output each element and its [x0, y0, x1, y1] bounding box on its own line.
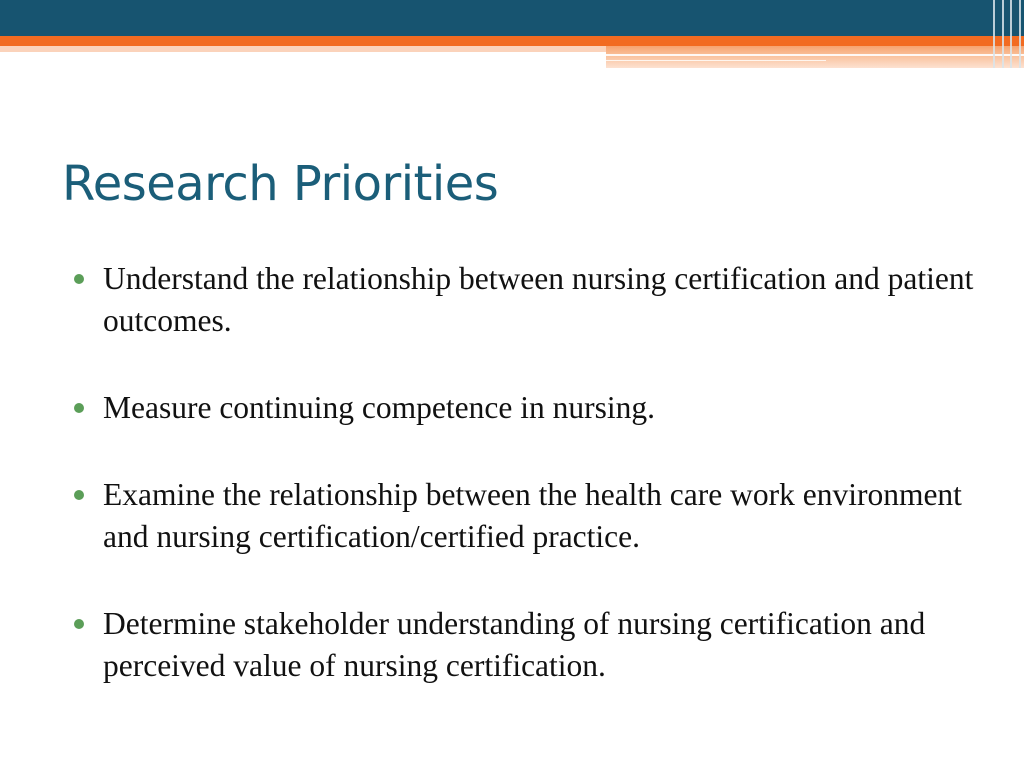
header-accent-line [606, 54, 1024, 56]
bullet-text: Understand the relationship between nursing certification and patient outcomes. [103, 261, 974, 338]
header-accent-bar [0, 36, 1024, 46]
stripe [993, 0, 995, 68]
bullet-text: Examine the relationship between the health care work environment and nursing certification/certified practice. [103, 477, 962, 554]
header-accent-line [606, 60, 826, 61]
round-bullet-icon [74, 403, 84, 413]
slide-title: Research Priorities [62, 156, 499, 212]
bullet-text: Measure continuing competence in nursing. [103, 390, 655, 425]
header-band [0, 0, 1024, 36]
bullet-list [74, 258, 974, 687]
header-stripes [990, 0, 1024, 68]
bullet-text: Determine stakeholder understanding of nursing certification and perceived value of nursing certification. [103, 606, 926, 683]
header-accent-block [606, 46, 1024, 68]
stripe [1010, 0, 1012, 68]
bullet-item [74, 603, 974, 687]
stripe [1019, 0, 1021, 68]
bullet-item [74, 258, 974, 342]
stripe [1002, 0, 1004, 68]
bullet-item [74, 474, 974, 558]
bullet-item [74, 387, 974, 429]
round-bullet-icon [74, 490, 84, 500]
round-bullet-icon [74, 274, 84, 284]
round-bullet-icon [74, 619, 84, 629]
